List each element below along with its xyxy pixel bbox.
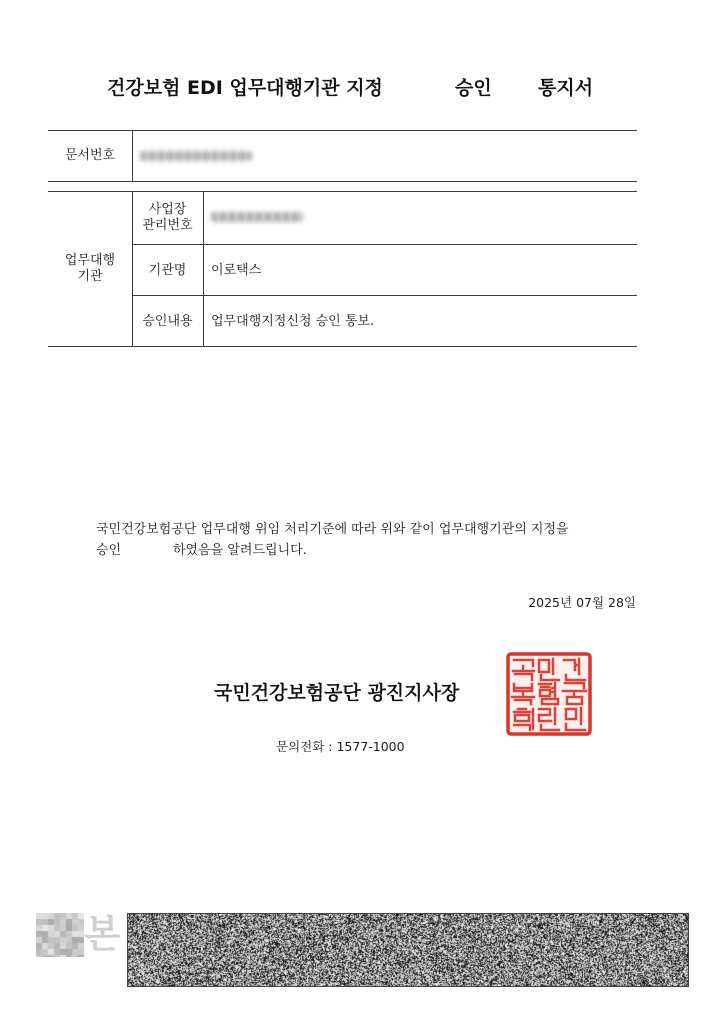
business-number-label <box>132 191 203 245</box>
agency-name-value-text: 이로택스 <box>211 262 262 278</box>
document-title-notice: 통지서 <box>538 77 594 99</box>
agency-section-label-line1: 업무대행 <box>64 253 116 268</box>
official-seal <box>506 652 592 736</box>
issuer-name: 국민건강보험공단 광진지사장 <box>214 682 460 704</box>
body-line-2-end: 하였음을 알려드립니다. <box>173 543 307 558</box>
doc-number-value-redacted <box>140 151 252 161</box>
table-rule <box>132 244 637 245</box>
approval-content-value <box>211 296 374 347</box>
document-title-approval: 승인 <box>455 77 492 99</box>
issue-date: 2025년 07월 28일 <box>528 595 636 610</box>
approval-content-label-text: 승인내용 <box>142 313 193 329</box>
table-rule <box>132 295 637 296</box>
body-line-1: 국민건강보험공단 업무대행 위임 처리기준에 따라 위와 같이 업무대행기관의 지정을 <box>96 522 569 537</box>
body-line-2-start: 승인 <box>96 543 122 558</box>
approval-content-label <box>132 296 203 347</box>
watermark-mosaic <box>36 913 84 957</box>
security-barcode <box>127 913 689 987</box>
watermark-text: 본 <box>84 912 121 956</box>
contact-phone: 문의전화 : 1577-1000 <box>276 739 405 754</box>
table-rule <box>48 130 637 131</box>
doc-number-label-cell <box>48 130 132 182</box>
business-number-value-redacted <box>211 212 303 222</box>
approval-content-value-text: 업무대행지정신청 승인 통보. <box>211 313 375 329</box>
business-number-label-line2: 관리번호 <box>142 218 193 233</box>
agency-name-label <box>132 245 203 296</box>
agency-section-label-line2: 기관 <box>77 269 103 284</box>
doc-number-label: 문서번호 <box>64 148 116 163</box>
document-title-main: 건강보험 EDI 업무대행기관 지정 <box>107 77 383 99</box>
agency-section-label <box>48 191 132 347</box>
table-divider <box>203 191 204 347</box>
agency-name-label-text: 기관명 <box>148 262 187 278</box>
table-rule <box>48 181 637 182</box>
business-number-label-line1: 사업장 <box>148 202 187 217</box>
table-divider <box>132 130 133 182</box>
agency-name-value <box>211 245 261 296</box>
